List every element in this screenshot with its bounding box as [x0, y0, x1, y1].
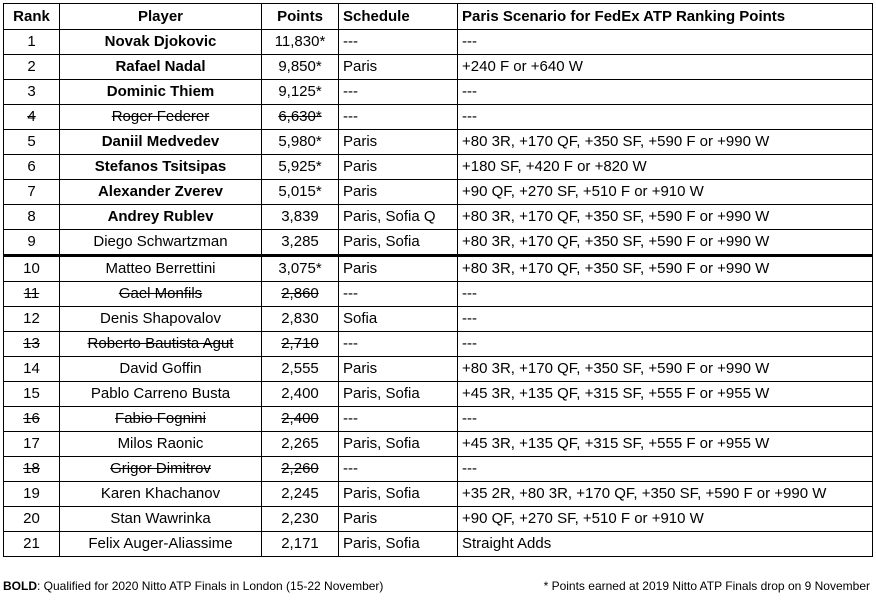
- header-schedule: Schedule: [339, 4, 458, 30]
- header-points: Points: [262, 4, 339, 30]
- cell-schedule: Paris: [339, 357, 458, 382]
- cell-player: Daniil Medvedev: [60, 130, 262, 155]
- cell-player: Roberto Bautista Agut: [60, 332, 262, 357]
- cell-schedule: ---: [339, 105, 458, 130]
- table-row: [4, 307, 873, 332]
- cell-rank: 2: [4, 55, 60, 80]
- cell-scenario: ---: [458, 307, 873, 332]
- cell-points: 5,925*: [262, 155, 339, 180]
- cell-points: 5,980*: [262, 130, 339, 155]
- cell-player: David Goffin: [60, 357, 262, 382]
- header-player: Player: [60, 4, 262, 30]
- cell-rank: 15: [4, 382, 60, 407]
- cell-rank: 12: [4, 307, 60, 332]
- cell-points: 6,630*: [262, 105, 339, 130]
- cell-rank: 10: [4, 256, 60, 282]
- cell-player: Stefanos Tsitsipas: [60, 155, 262, 180]
- cell-player: Felix Auger-Aliassime: [60, 532, 262, 557]
- cell-player: Dominic Thiem: [60, 80, 262, 105]
- cell-points: 2,230: [262, 507, 339, 532]
- cell-schedule: Paris: [339, 256, 458, 282]
- cell-scenario: +35 2R, +80 3R, +170 QF, +350 SF, +590 F or +990 W: [458, 482, 873, 507]
- cell-player: Diego Schwartzman: [60, 230, 262, 256]
- cell-scenario: Straight Adds: [458, 532, 873, 557]
- cell-points: 3,285: [262, 230, 339, 256]
- cell-schedule: ---: [339, 30, 458, 55]
- cell-player: Pablo Carreno Busta: [60, 382, 262, 407]
- cell-rank: 7: [4, 180, 60, 205]
- cell-rank: 3: [4, 80, 60, 105]
- cell-rank: 18: [4, 457, 60, 482]
- cell-schedule: ---: [339, 282, 458, 307]
- cell-scenario: +90 QF, +270 SF, +510 F or +910 W: [458, 180, 873, 205]
- cell-points: 2,245: [262, 482, 339, 507]
- footer-bold-label: BOLD: [3, 579, 37, 593]
- table-body: [4, 30, 873, 557]
- cell-player: Novak Djokovic: [60, 30, 262, 55]
- cell-rank: 6: [4, 155, 60, 180]
- cell-rank: 5: [4, 130, 60, 155]
- cell-scenario: +80 3R, +170 QF, +350 SF, +590 F or +990 W: [458, 256, 873, 282]
- cell-scenario: +180 SF, +420 F or +820 W: [458, 155, 873, 180]
- cell-scenario: ---: [458, 282, 873, 307]
- cell-rank: 9: [4, 230, 60, 256]
- cell-schedule: ---: [339, 407, 458, 432]
- cell-scenario: ---: [458, 407, 873, 432]
- cell-player: Matteo Berrettini: [60, 256, 262, 282]
- table-row: [4, 180, 873, 205]
- cell-player: Stan Wawrinka: [60, 507, 262, 532]
- cell-scenario: +80 3R, +170 QF, +350 SF, +590 F or +990 W: [458, 357, 873, 382]
- cell-scenario: ---: [458, 30, 873, 55]
- cell-scenario: ---: [458, 332, 873, 357]
- cell-player: Andrey Rublev: [60, 205, 262, 230]
- header-rank: Rank: [4, 4, 60, 30]
- cell-schedule: ---: [339, 457, 458, 482]
- table-row: [4, 230, 873, 256]
- cell-points: 3,075*: [262, 256, 339, 282]
- cell-points: 2,830: [262, 307, 339, 332]
- header-scenario: Paris Scenario for FedEx ATP Ranking Points: [458, 4, 873, 30]
- cell-scenario: ---: [458, 105, 873, 130]
- cell-rank: 20: [4, 507, 60, 532]
- header-row: [4, 4, 873, 30]
- footer-note: * Points earned at 2019 Nitto ATP Finals drop on 9 November: [543, 579, 870, 593]
- cell-rank: 17: [4, 432, 60, 457]
- cell-rank: 16: [4, 407, 60, 432]
- cell-player: Rafael Nadal: [60, 55, 262, 80]
- cell-points: 2,860: [262, 282, 339, 307]
- cell-schedule: Paris, Sofia: [339, 432, 458, 457]
- cell-points: 2,555: [262, 357, 339, 382]
- cell-scenario: ---: [458, 457, 873, 482]
- table-row: [4, 357, 873, 382]
- cell-points: 11,830*: [262, 30, 339, 55]
- cell-rank: 19: [4, 482, 60, 507]
- cell-points: 9,850*: [262, 55, 339, 80]
- table-row: [4, 205, 873, 230]
- cell-player: Gael Monfils: [60, 282, 262, 307]
- table-row: [4, 105, 873, 130]
- cell-schedule: Paris: [339, 130, 458, 155]
- cell-scenario: +45 3R, +135 QF, +315 SF, +555 F or +955 W: [458, 382, 873, 407]
- table-row: [4, 482, 873, 507]
- cell-points: 2,400: [262, 407, 339, 432]
- cell-rank: 8: [4, 205, 60, 230]
- cell-schedule: Paris: [339, 155, 458, 180]
- cell-rank: 13: [4, 332, 60, 357]
- cell-rank: 11: [4, 282, 60, 307]
- table-row: [4, 432, 873, 457]
- cell-points: 9,125*: [262, 80, 339, 105]
- cell-schedule: Paris: [339, 507, 458, 532]
- cell-scenario: +45 3R, +135 QF, +315 SF, +555 F or +955 W: [458, 432, 873, 457]
- cell-points: 2,171: [262, 532, 339, 557]
- table-row: [4, 282, 873, 307]
- cell-schedule: ---: [339, 332, 458, 357]
- cell-schedule: Paris: [339, 55, 458, 80]
- cell-player: Denis Shapovalov: [60, 307, 262, 332]
- cell-schedule: Paris, Sofia: [339, 482, 458, 507]
- cell-scenario: +80 3R, +170 QF, +350 SF, +590 F or +990 W: [458, 205, 873, 230]
- table-row: [4, 457, 873, 482]
- table-row: [4, 507, 873, 532]
- cell-points: 2,260: [262, 457, 339, 482]
- table-row: [4, 332, 873, 357]
- table-row: [4, 30, 873, 55]
- cell-points: 5,015*: [262, 180, 339, 205]
- table-row: [4, 382, 873, 407]
- cell-schedule: Paris, Sofia: [339, 382, 458, 407]
- footer-legend: [3, 579, 383, 593]
- cell-schedule: Paris: [339, 180, 458, 205]
- cell-schedule: ---: [339, 80, 458, 105]
- cell-schedule: Paris, Sofia Q: [339, 205, 458, 230]
- cell-player: Karen Khachanov: [60, 482, 262, 507]
- cell-rank: 14: [4, 357, 60, 382]
- cell-scenario: ---: [458, 80, 873, 105]
- table-row: [4, 130, 873, 155]
- cell-rank: 1: [4, 30, 60, 55]
- cell-player: Fabio Fognini: [60, 407, 262, 432]
- cell-points: 3,839: [262, 205, 339, 230]
- table-row: [4, 256, 873, 282]
- cell-points: 2,400: [262, 382, 339, 407]
- cell-scenario: +80 3R, +170 QF, +350 SF, +590 F or +990 W: [458, 230, 873, 256]
- cell-scenario: +80 3R, +170 QF, +350 SF, +590 F or +990 W: [458, 130, 873, 155]
- cell-player: Alexander Zverev: [60, 180, 262, 205]
- cell-schedule: Sofia: [339, 307, 458, 332]
- cell-rank: 21: [4, 532, 60, 557]
- table-row: [4, 532, 873, 557]
- cell-points: 2,265: [262, 432, 339, 457]
- ranking-table: [3, 3, 873, 557]
- cell-scenario: +240 F or +640 W: [458, 55, 873, 80]
- cell-scenario: +90 QF, +270 SF, +510 F or +910 W: [458, 507, 873, 532]
- cell-points: 2,710: [262, 332, 339, 357]
- table-row: [4, 55, 873, 80]
- cell-rank: 4: [4, 105, 60, 130]
- cell-player: Roger Federer: [60, 105, 262, 130]
- table-row: [4, 155, 873, 180]
- table-row: [4, 80, 873, 105]
- footer-legend-text: : Qualified for 2020 Nitto ATP Finals in London (15-22 November): [37, 579, 384, 593]
- cell-player: Grigor Dimitrov: [60, 457, 262, 482]
- cell-player: Milos Raonic: [60, 432, 262, 457]
- cell-schedule: Paris, Sofia: [339, 230, 458, 256]
- table-row: [4, 407, 873, 432]
- cell-schedule: Paris, Sofia: [339, 532, 458, 557]
